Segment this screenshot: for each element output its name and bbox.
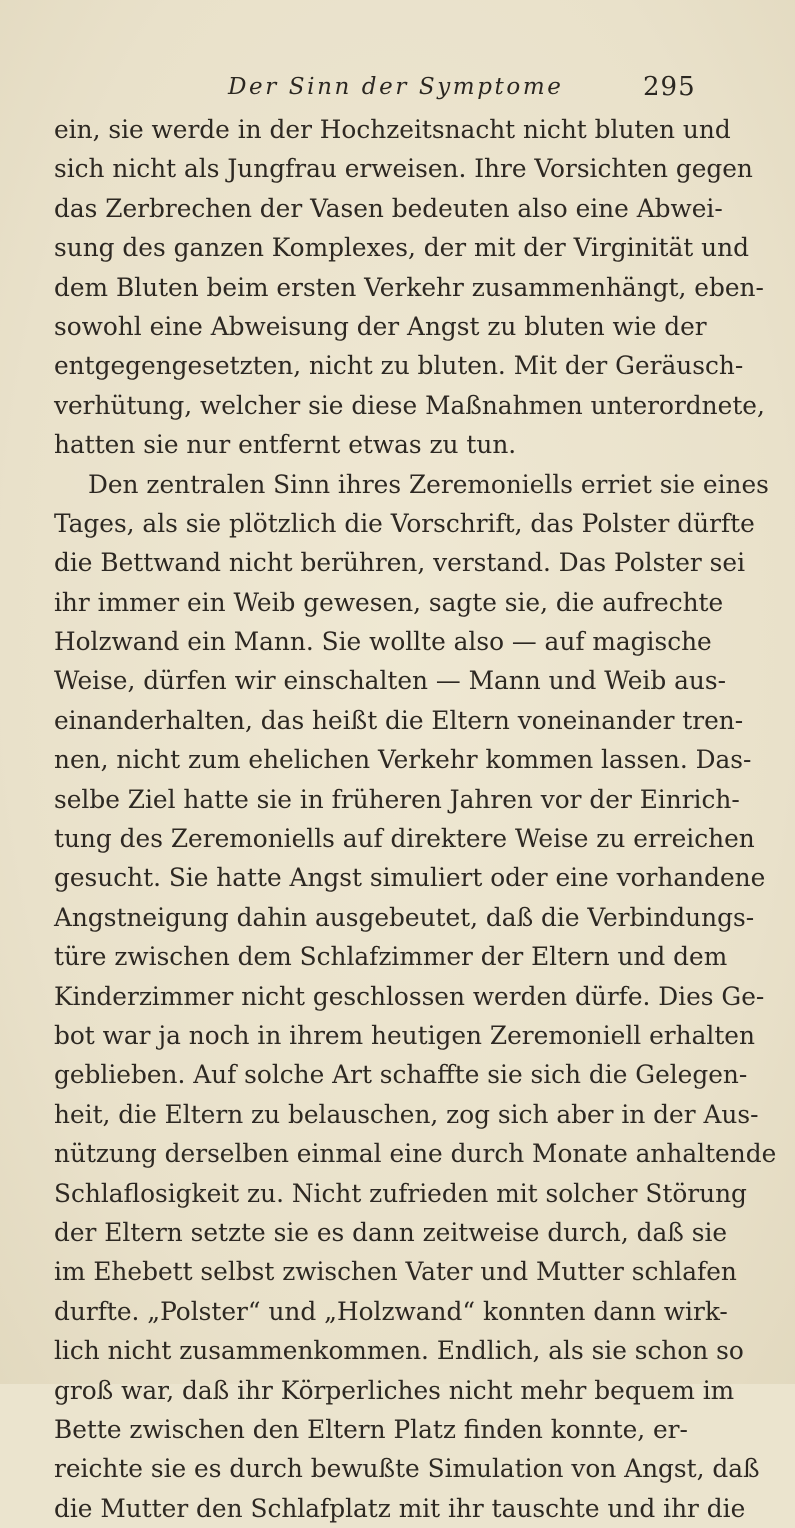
- text-line: reichte sie es durch bewußte Simulation von Angst, daß: [54, 1454, 760, 1484]
- text-line: sowohl eine Abweisung der Angst zu bluten wie der: [54, 311, 707, 341]
- text-line: Holzwand ein Mann. Sie wollte also — auf magische: [54, 627, 712, 657]
- text-line: nützung derselben einmal eine durch Monate anhaltende: [54, 1139, 777, 1169]
- text-line: türe zwischen dem Schlafzimmer der Eltern und dem: [54, 942, 728, 972]
- text-line: ihr immer ein Weib gewesen, sagte sie, die aufrechte: [54, 587, 724, 617]
- text-line: gesucht. Sie hatte Angst simuliert oder eine vorhandene: [54, 863, 766, 893]
- text-line: im Ehebett selbst zwischen Vater und Mutter schlafen: [54, 1257, 737, 1287]
- paragraph-end-line: hatten sie nur entfernt etwas zu tun.: [54, 430, 517, 460]
- text-line: Angstneigung dahin ausgebeutet, daß die Verbindungs-: [54, 902, 755, 932]
- text-line: verhütung, welcher sie diese Maßnahmen unterordnete,: [54, 390, 765, 420]
- text-line: heit, die Eltern zu belauschen, zog sich aber in der Aus-: [54, 1099, 759, 1129]
- body-text: [54, 110, 777, 1528]
- text-line: sung des ganzen Komplexes, der mit der Virginität und: [54, 233, 749, 263]
- text-line: die Mutter den Schlafplatz mit ihr tauschte und ihr die: [54, 1493, 746, 1523]
- paragraph-start-line: Den zentralen Sinn ihres Zeremoniells erriet sie eines: [88, 469, 769, 499]
- text-line: sich nicht als Jungfrau erweisen. Ihre Vorsichten gegen: [54, 154, 753, 184]
- text-line: das Zerbrechen der Vasen bedeuten also eine Abwei-: [54, 193, 723, 223]
- text-line: durfte. „Polster“ und „Holzwand“ konnten dann wirk-: [54, 1296, 728, 1326]
- text-line: selbe Ziel hatte sie in früheren Jahren vor der Einrich-: [54, 784, 740, 814]
- text-line: ein, sie werde in der Hochzeitsnacht nicht bluten und: [54, 115, 731, 144]
- text-line: entgegengesetzten, nicht zu bluten. Mit der Geräusch-: [54, 351, 744, 381]
- page-number: 295: [643, 72, 696, 102]
- text-line: der Eltern setzte sie es dann zeitweise durch, daß sie: [54, 1217, 728, 1247]
- text-line: Kinderzimmer nicht geschlossen werden dürfe. Dies Ge-: [54, 981, 765, 1011]
- text-line: Bette zwischen den Eltern Platz finden konnte, er-: [54, 1414, 688, 1444]
- text-line: einanderhalten, das heißt die Eltern voneinander tren-: [54, 705, 744, 735]
- text-line: lich nicht zusammenkommen. Endlich, als sie schon so: [54, 1336, 744, 1366]
- page-header: [0, 72, 795, 106]
- text-line: Weise, dürfen wir einschalten — Mann und Weib aus-: [54, 666, 726, 696]
- text-line: geblieben. Auf solche Art schaffte sie sich die Gelegen-: [54, 1060, 748, 1090]
- text-line: dem Bluten beim ersten Verkehr zusammenhängt, eben-: [54, 272, 764, 302]
- text-line: nen, nicht zum ehelichen Verkehr kommen lassen. Das-: [54, 745, 752, 775]
- text-line: tung des Zeremoniells auf direktere Weise zu erreichen: [54, 824, 755, 854]
- text-line: die Bettwand nicht berühren, verstand. Das Polster sei: [54, 548, 745, 578]
- text-line: groß war, daß ihr Körperliches nicht mehr bequem im: [54, 1375, 735, 1405]
- text-line: Tages, als sie plötzlich die Vorschrift, das Polster dürfte: [54, 508, 755, 538]
- running-title: Der Sinn der Symptome: [228, 74, 564, 100]
- text-line: bot war ja noch in ihrem heutigen Zeremoniell erhalten: [54, 1020, 755, 1050]
- text-line: Schlaflosigkeit zu. Nicht zufrieden mit solcher Störung: [54, 1178, 747, 1208]
